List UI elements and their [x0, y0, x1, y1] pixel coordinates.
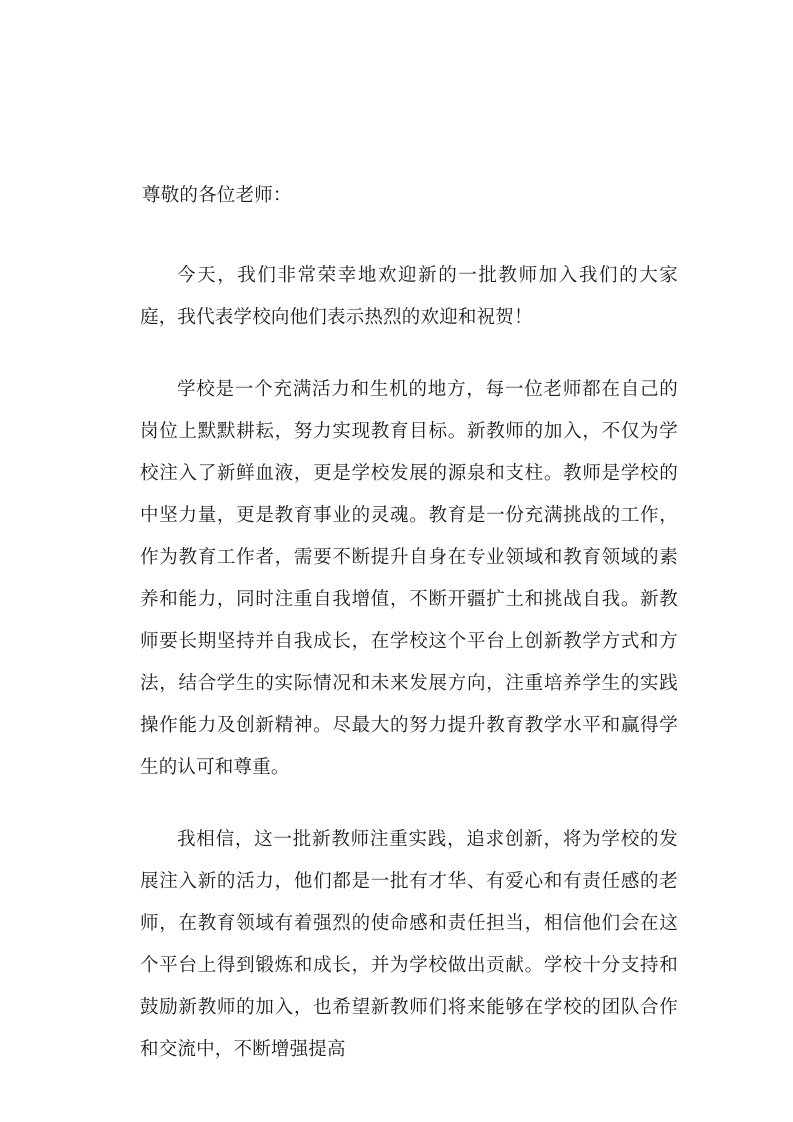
paragraph-salutation: 尊敬的各位老师： — [142, 186, 292, 206]
paragraph-school-body: 学校是一个充满活力和生机的地方，每一位老师都在自己的岗位上默默耕耘，努力实现教育目标。新教师的加入，不仅为学校注入了新鲜血液，更是学校发展的源泉和支柱。教师是学校的中坚力量，更是教育事业的灵魂。教育是一份充满挑战的工作，作为教育工作者，需要不断提升自身在专业领域和教育领域的素养和能力，同时注重自我增值，不断开疆扩土和挑战自我。新教师要长期坚持并自我成长，在学校这个平台上创新教学方式和方法，结合学生的实际情况和未来发展方向，注重培养学生的实践操作能力及创新精神。尽最大的努力提升教育教学水平和赢得学生的认可和尊重。 — [140, 380, 678, 778]
paragraph-welcome: 今天，我们非常荣幸地欢迎新的一批教师加入我们的大家庭，我代表学校向他们表示热烈的欢迎和祝贺！ — [140, 266, 678, 328]
document-body — [140, 175, 678, 1071]
paragraph-belief: 我相信，这一批新教师注重实践，追求创新，将为学校的发展注入新的活力，他们都是一批有才华、有爱心和有责任感的老师，在教育领域有着强烈的使命感和责任担当，相信他们会在这个平台上得到锻炼和成长，并为学校做出贡献。学校十分支持和鼓励新教师的加入，也希望新教师们将来能够在学校的团队合作和交流中，不断增强提高 — [140, 830, 678, 1060]
